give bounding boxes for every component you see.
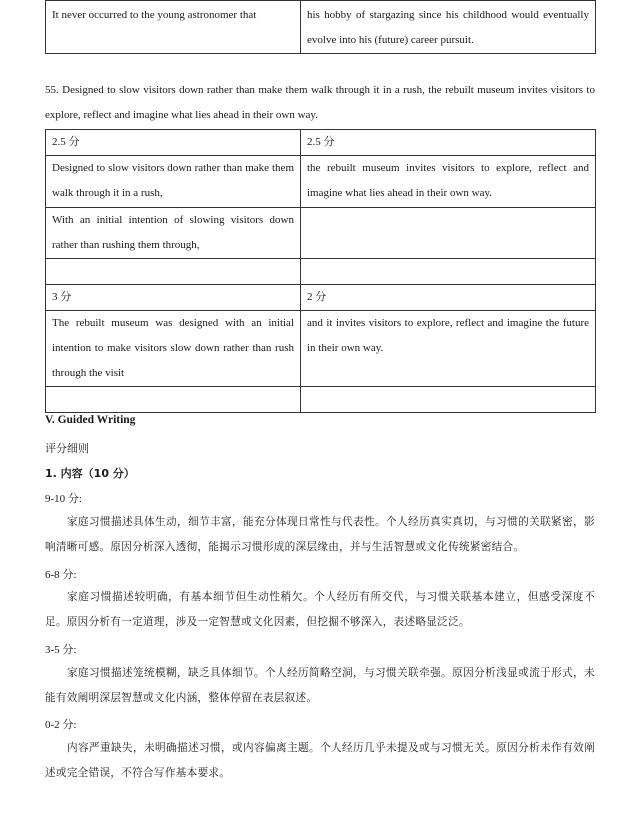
table-cell: his hobby of stargazing since his childhood would eventually evolve into his (future) career pursuit. (301, 1, 596, 54)
band-description: 家庭习惯描述具体生动，细节丰富，能充分体现日常性与代表性。个人经历真实真切，与习惯的关联紧密，影响清晰可感。原因分析深入透彻，能揭示习惯形成的深层缘由，并与生活智慧或文化传统紧密结合。 (45, 516, 595, 553)
table-cell: The rebuilt museum was designed with an initial intention to make visitors slow down rather than rush through the visit (46, 311, 301, 387)
band-range: 3-5 分: (45, 644, 77, 656)
answer-table-top (45, 0, 596, 54)
table-row (46, 387, 596, 413)
table-cell (46, 387, 301, 413)
table-cell: 2 分 (301, 285, 596, 311)
table-row (46, 208, 596, 259)
table-cell (301, 208, 596, 259)
section-title: V. Guided Writing (45, 414, 136, 426)
section-subtitle: 评分细则 (45, 442, 89, 455)
band-range: 0-2 分: (45, 719, 77, 731)
table-row (46, 1, 596, 54)
table-row (46, 285, 596, 311)
table-cell: With an initial intention of slowing visitors down rather than rushing them through, (46, 208, 301, 259)
table-cell: Designed to slow visitors down rather than make them walk through it in a rush, (46, 156, 301, 208)
band-description: 家庭习惯描述较明确，有基本细节但生动性稍欠。个人经历有所交代，与习惯关联基本建立，但感受深度不足。原因分析有一定道理，涉及一定智慧或文化因素，但挖掘不够深入，表述略显泛泛。 (45, 591, 595, 628)
table-cell: the rebuilt museum invites visitors to explore, reflect and imagine what lies ahead in their own way. (301, 156, 596, 208)
table-cell (46, 259, 301, 285)
question-55-prompt: 55. Designed to slow visitors down rather than make them walk through it in a rush, the rebuilt museum invites visitors to explore, reflect and imagine what lies ahead in their own way. (45, 84, 595, 121)
table-row (46, 130, 596, 156)
table-row (46, 259, 596, 285)
table-row (46, 311, 596, 387)
table-row (46, 156, 596, 208)
table-cell: 2.5 分 (46, 130, 301, 156)
band-description: 家庭习惯描述笼统模糊，缺乏具体细节。个人经历简略空洞，与习惯关联牵强。原因分析浅显或流于形式，未能有效阐明深层智慧或文化内涵，整体停留在表层叙述。 (45, 667, 595, 704)
table-cell: and it invites visitors to explore, reflect and imagine the future in their own way. (301, 311, 596, 387)
table-cell (301, 259, 596, 285)
band-description: 内容严重缺失，未明确描述习惯，或内容偏离主题。个人经历几乎未提及或与习惯无关。原因分析未作有效阐述或完全错误，不符合写作基本要求。 (45, 742, 595, 779)
table-cell: It never occurred to the young astronomer that (46, 1, 301, 54)
table-cell: 3 分 (46, 285, 301, 311)
table-cell: 2.5 分 (301, 130, 596, 156)
content-heading: 1. 内容（10 分） (45, 467, 135, 480)
band-range: 9-10 分: (45, 493, 82, 505)
table-cell (301, 387, 596, 413)
scoring-table-55 (45, 129, 596, 413)
band-range: 6-8 分: (45, 569, 77, 581)
